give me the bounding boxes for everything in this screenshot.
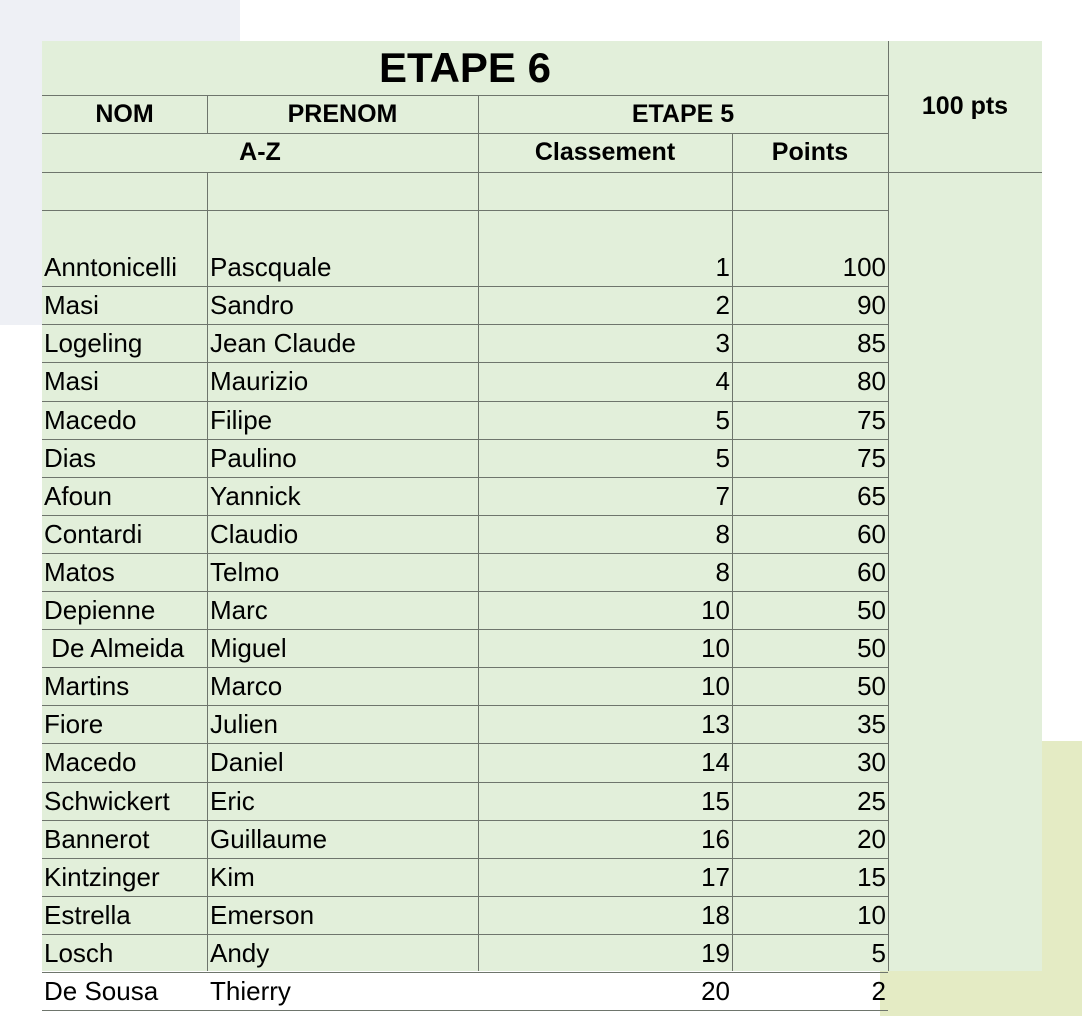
row-nom-cell: Macedo bbox=[44, 747, 137, 777]
row-points-cell: 10 bbox=[857, 900, 886, 930]
grid-line bbox=[42, 210, 888, 211]
row-prenom-cell: Daniel bbox=[210, 747, 284, 777]
row-prenom-cell: Thierry bbox=[210, 976, 291, 1006]
row-points-cell: 60 bbox=[857, 519, 886, 549]
row-classement-cell: 15 bbox=[701, 786, 730, 816]
grid-line bbox=[42, 858, 888, 859]
row-points-cell: 65 bbox=[857, 481, 886, 511]
row-prenom-cell: Yannick bbox=[210, 481, 301, 511]
row-nom-cell: Logeling bbox=[44, 328, 143, 358]
row-classement-cell: 10 bbox=[701, 595, 730, 625]
row-classement-cell: 18 bbox=[701, 900, 730, 930]
table-row bbox=[42, 858, 888, 896]
row-classement-cell: 1 bbox=[715, 252, 730, 282]
table-row bbox=[42, 667, 888, 705]
row-classement-cell: 8 bbox=[715, 557, 730, 587]
row-points-cell: 30 bbox=[857, 747, 886, 777]
grid-line bbox=[42, 591, 888, 592]
row-prenom-cell: Marc bbox=[210, 595, 268, 625]
grid-line bbox=[42, 629, 888, 630]
grid-line bbox=[42, 705, 888, 706]
row-classement-cell: 20 bbox=[701, 976, 730, 1006]
grid-line bbox=[42, 133, 888, 134]
grid-line bbox=[42, 172, 1042, 173]
grid-line bbox=[42, 820, 888, 821]
row-prenom-cell: Emerson bbox=[210, 900, 315, 930]
row-points-cell: 85 bbox=[857, 328, 886, 358]
row-nom-cell: Anntonicelli bbox=[44, 252, 177, 282]
table-row bbox=[42, 286, 888, 324]
row-nom-cell: Masi bbox=[44, 290, 99, 320]
table-row bbox=[42, 553, 888, 591]
table-row bbox=[42, 743, 888, 781]
row-nom-cell: Afoun bbox=[44, 481, 112, 511]
table-row bbox=[42, 705, 888, 743]
grid-line bbox=[42, 324, 888, 325]
row-points-cell: 100 bbox=[842, 252, 886, 282]
row-points-cell: 15 bbox=[857, 862, 886, 892]
points-header: 100 pts bbox=[921, 92, 1009, 120]
row-prenom-cell: Guillaume bbox=[210, 824, 328, 854]
row-classement-cell: 10 bbox=[701, 633, 730, 663]
row-nom-cell: De Sousa bbox=[44, 976, 159, 1006]
table-row bbox=[42, 629, 888, 667]
row-classement-cell: 17 bbox=[701, 862, 730, 892]
row-points-cell: 80 bbox=[857, 366, 886, 396]
table-row bbox=[42, 934, 888, 972]
grid-line bbox=[42, 934, 888, 935]
header-points: Points bbox=[771, 138, 849, 166]
row-classement-cell: 2 bbox=[715, 290, 730, 320]
grid-line bbox=[42, 286, 888, 287]
row-nom-cell: De Almeida bbox=[44, 633, 185, 663]
row-points-cell: 50 bbox=[857, 633, 886, 663]
row-nom-cell: Dias bbox=[44, 443, 97, 473]
grid-line bbox=[42, 743, 888, 744]
table-row bbox=[42, 591, 888, 629]
row-prenom-cell: Marco bbox=[210, 671, 283, 701]
row-prenom-cell: Andy bbox=[210, 938, 270, 968]
grid-line bbox=[42, 972, 888, 973]
row-classement-cell: 13 bbox=[701, 709, 730, 739]
row-classement-cell: 14 bbox=[701, 747, 730, 777]
table-row bbox=[42, 324, 888, 362]
row-points-cell: 75 bbox=[857, 443, 886, 473]
grid-line bbox=[42, 782, 888, 783]
row-nom-cell: Schwickert bbox=[44, 786, 170, 816]
row-points-cell: 60 bbox=[857, 557, 886, 587]
row-classement-cell: 5 bbox=[715, 405, 730, 435]
row-prenom-cell: Pascquale bbox=[210, 252, 332, 282]
row-classement-cell: 8 bbox=[715, 519, 730, 549]
row-nom-cell: Bannerot bbox=[44, 824, 150, 854]
row-points-cell: 20 bbox=[857, 824, 886, 854]
row-points-cell: 50 bbox=[857, 595, 886, 625]
grid-line bbox=[42, 515, 888, 516]
row-nom-cell: Estrella bbox=[44, 900, 131, 930]
row-prenom-cell: Paulino bbox=[210, 443, 297, 473]
row-prenom-cell: Kim bbox=[210, 862, 255, 892]
row-points-cell: 5 bbox=[871, 938, 886, 968]
row-prenom-cell: Filipe bbox=[210, 405, 273, 435]
table-row bbox=[42, 248, 888, 286]
row-prenom-cell: Jean Claude bbox=[210, 328, 356, 358]
row-points-cell: 75 bbox=[857, 405, 886, 435]
grid-line bbox=[888, 41, 889, 971]
header-az: A-Z bbox=[239, 138, 281, 166]
row-prenom-cell: Eric bbox=[210, 786, 255, 816]
grid-line bbox=[42, 439, 888, 440]
row-nom-cell: Kintzinger bbox=[44, 862, 160, 892]
row-nom-cell: Losch bbox=[44, 938, 114, 968]
grid-line bbox=[42, 553, 888, 554]
ranking-table bbox=[42, 41, 1042, 1006]
row-points-cell: 90 bbox=[857, 290, 886, 320]
table-row bbox=[42, 401, 888, 439]
row-points-cell: 25 bbox=[857, 786, 886, 816]
row-classement-cell: 3 bbox=[715, 328, 730, 358]
header-etape5: ETAPE 5 bbox=[631, 99, 735, 128]
row-classement-cell: 7 bbox=[715, 481, 730, 511]
grid-line bbox=[207, 95, 208, 133]
row-classement-cell: 4 bbox=[715, 366, 730, 396]
row-nom-cell: Depienne bbox=[44, 595, 156, 625]
row-nom-cell: Fiore bbox=[44, 709, 104, 739]
row-nom-cell: Martins bbox=[44, 671, 130, 701]
row-classement-cell: 10 bbox=[701, 671, 730, 701]
grid-line bbox=[42, 896, 888, 897]
header-prenom: PRENOM bbox=[287, 99, 398, 128]
grid-line bbox=[42, 477, 888, 478]
header-classement: Classement bbox=[534, 138, 676, 166]
grid-line bbox=[42, 401, 888, 402]
grid-line bbox=[42, 667, 888, 668]
sheet-title: ETAPE 6 bbox=[379, 44, 551, 91]
table-row bbox=[42, 782, 888, 820]
row-classement-cell: 5 bbox=[715, 443, 730, 473]
table-row bbox=[42, 362, 888, 400]
row-nom-cell: Contardi bbox=[44, 519, 143, 549]
row-nom-cell: Masi bbox=[44, 366, 99, 396]
row-nom-cell: Macedo bbox=[44, 405, 137, 435]
row-prenom-cell: Julien bbox=[210, 709, 278, 739]
grid-line bbox=[42, 362, 888, 363]
row-prenom-cell: Maurizio bbox=[210, 366, 309, 396]
grid-line bbox=[42, 95, 888, 96]
row-prenom-cell: Claudio bbox=[210, 519, 299, 549]
row-prenom-cell: Miguel bbox=[210, 633, 287, 663]
header-nom: NOM bbox=[95, 99, 154, 128]
table-row bbox=[42, 972, 888, 1010]
row-classement-cell: 19 bbox=[701, 938, 730, 968]
row-classement-cell: 16 bbox=[701, 824, 730, 854]
row-prenom-cell: Telmo bbox=[210, 557, 280, 587]
table-row bbox=[42, 439, 888, 477]
row-points-cell: 35 bbox=[857, 709, 886, 739]
table-row bbox=[42, 896, 888, 934]
table-row bbox=[42, 477, 888, 515]
table-row bbox=[42, 820, 888, 858]
row-prenom-cell: Sandro bbox=[210, 290, 294, 320]
table-row bbox=[42, 515, 888, 553]
row-nom-cell: Matos bbox=[44, 557, 115, 587]
row-points-cell: 2 bbox=[871, 976, 886, 1006]
row-points-cell: 50 bbox=[857, 671, 886, 701]
grid-line bbox=[42, 1010, 888, 1011]
